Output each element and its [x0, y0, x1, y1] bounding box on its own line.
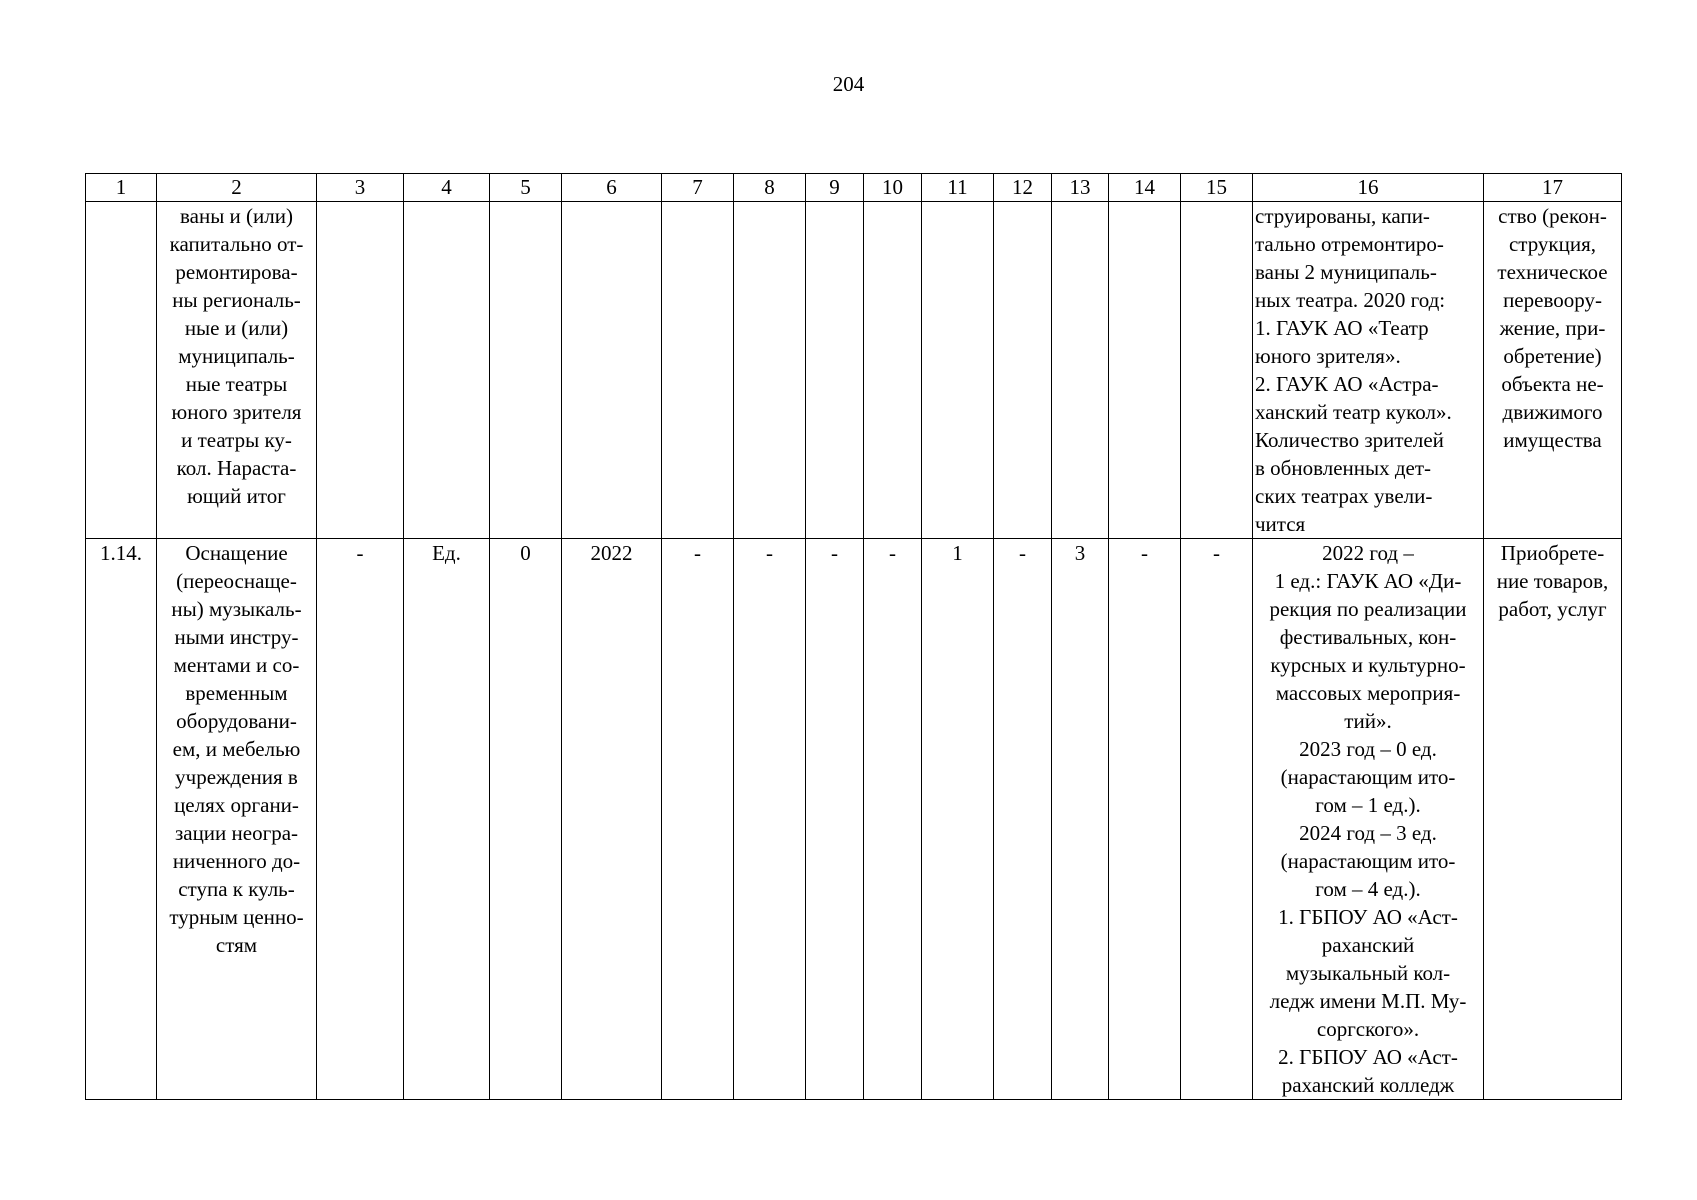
cell-col1 [86, 202, 157, 539]
cell-line: ремонтирова- [175, 260, 298, 284]
cell-line: гом – 4 ед.). [1315, 877, 1421, 901]
cell-line: обретение) [1503, 344, 1602, 368]
cell-line: движимого [1502, 400, 1603, 424]
cell-line: Оснащение [185, 541, 288, 565]
cell-line: тий». [1344, 709, 1392, 733]
cell-line: ваны и (или) [180, 204, 293, 228]
cell-line: имущества [1503, 428, 1602, 452]
cell-line: чится [1255, 512, 1306, 536]
cell-line: ные и (или) [184, 316, 289, 340]
cell-line: юного зрителя [171, 400, 302, 424]
cell-line: раханский [1321, 933, 1415, 957]
cell-col4: Ед. [404, 539, 490, 1100]
cell-line: объекта не- [1501, 372, 1604, 396]
cell-line: тально отремонтиро- [1255, 232, 1444, 256]
cell-line: ваны 2 муниципаль- [1255, 260, 1437, 284]
data-table [85, 173, 1622, 1100]
cell-col12 [994, 202, 1052, 539]
cell-line: 2. ГБПОУ АО «Аст- [1278, 1045, 1458, 1069]
cell-line: 1 ед.: ГАУК АО «Ди- [1274, 569, 1462, 593]
cell-line: кол. Нараста- [176, 456, 297, 480]
cell-line: рекция по реализации [1269, 597, 1467, 621]
header-cell-6: 6 [562, 174, 662, 202]
cell-line: 2. ГАУК АО «Астра- [1255, 372, 1439, 396]
cell-line: ны региональ- [172, 288, 301, 312]
cell-line: соргского». [1316, 1017, 1420, 1041]
cell-line: (нарастающим ито- [1280, 765, 1456, 789]
page-number: 204 [832, 72, 865, 96]
header-cell-4: 4 [404, 174, 490, 202]
cell-col5: 0 [490, 539, 562, 1100]
cell-col14: - [1109, 539, 1181, 1100]
cell-col12: - [994, 539, 1052, 1100]
cell-col14 [1109, 202, 1181, 539]
cell-col13: 3 [1052, 539, 1109, 1100]
cell-col4 [404, 202, 490, 539]
cell-col15: - [1181, 539, 1253, 1100]
cell-line: капитально от- [169, 232, 304, 256]
cell-line: ство (рекон- [1498, 204, 1607, 228]
header-cell-16: 16 [1253, 174, 1484, 202]
cell-col9: - [806, 539, 864, 1100]
cell-col15 [1181, 202, 1253, 539]
cell-line: оборудовани- [176, 709, 297, 733]
cell-col2 [157, 202, 317, 539]
cell-col13 [1052, 202, 1109, 539]
cell-line: турным ценно- [169, 905, 304, 929]
cell-line: перевоору- [1503, 288, 1602, 312]
cell-col8 [734, 202, 806, 539]
cell-line: учреждения в [175, 765, 298, 789]
cell-line: ниченного до- [172, 849, 301, 873]
header-cell-10: 10 [864, 174, 922, 202]
cell-line: фестивальных, кон- [1279, 625, 1457, 649]
cell-col16 [1253, 202, 1484, 539]
cell-col8: - [734, 539, 806, 1100]
header-cell-12: 12 [994, 174, 1052, 202]
cell-col2 [157, 539, 317, 1100]
cell-col10: - [864, 539, 922, 1100]
cell-col16 [1253, 539, 1484, 1100]
cell-line: ние товаров, [1496, 569, 1609, 593]
cell-line: ханский театр кукол». [1255, 400, 1452, 424]
row-number: 1.14. [86, 539, 157, 1100]
cell-line: 2022 год – [1322, 541, 1414, 565]
cell-line: курсных и культурно- [1270, 653, 1466, 677]
cell-line: целях органи- [174, 793, 299, 817]
header-cell-14: 14 [1109, 174, 1181, 202]
cell-line: музыкальный кол- [1285, 961, 1451, 985]
cell-line: раханский колледж [1281, 1073, 1455, 1097]
cell-line: ющий итог [187, 484, 286, 508]
cell-col7 [662, 202, 734, 539]
cell-col17 [1484, 539, 1622, 1100]
cell-col6: 2022 [562, 539, 662, 1100]
cell-line: ступа к куль- [178, 877, 295, 901]
cell-line: ными инстру- [174, 625, 299, 649]
cell-line: Приобрете- [1500, 541, 1605, 565]
cell-line: 1. ГБПОУ АО «Аст- [1278, 905, 1458, 929]
cell-line: работ, услуг [1498, 597, 1607, 621]
cell-line: ских театрах увели- [1255, 484, 1433, 508]
header-row [86, 174, 1622, 202]
cell-line: зации неогра- [174, 821, 299, 845]
header-cell-8: 8 [734, 174, 806, 202]
cell-line: стям [215, 933, 258, 957]
cell-col3 [317, 202, 404, 539]
cell-col11: 1 [922, 539, 994, 1100]
header-cell-9: 9 [806, 174, 864, 202]
cell-line: юного зрителя». [1255, 344, 1401, 368]
cell-line: Количество зрителей [1255, 428, 1444, 452]
cell-line: ментами и со- [173, 653, 300, 677]
cell-line: муниципаль- [178, 344, 295, 368]
cell-line: (нарастающим ито- [1280, 849, 1456, 873]
cell-line: ны) музыкаль- [171, 597, 302, 621]
table-row [86, 202, 1622, 539]
cell-line: массовых мероприя- [1275, 681, 1461, 705]
cell-col7: - [662, 539, 734, 1100]
cell-col11 [922, 202, 994, 539]
cell-line: 1. ГАУК АО «Театр [1255, 316, 1429, 340]
cell-line: жение, при- [1499, 316, 1606, 340]
cell-line: 2024 год – 3 ед. [1299, 821, 1437, 845]
header-cell-13: 13 [1052, 174, 1109, 202]
cell-col3: - [317, 539, 404, 1100]
header-cell-7: 7 [662, 174, 734, 202]
cell-col10 [864, 202, 922, 539]
cell-col17 [1484, 202, 1622, 539]
cell-line: временным [185, 681, 288, 705]
cell-col5 [490, 202, 562, 539]
cell-line: и театры ку- [181, 428, 292, 452]
cell-line: струированы, капи- [1255, 204, 1430, 228]
header-cell-3: 3 [317, 174, 404, 202]
cell-line: ных театра. 2020 год: [1255, 288, 1446, 312]
cell-line: в обновленных дет- [1255, 456, 1432, 480]
cell-line: ледж имени М.П. Му- [1269, 989, 1467, 1013]
header-cell-11: 11 [922, 174, 994, 202]
header-cell-2: 2 [157, 174, 317, 202]
table-row [86, 539, 1622, 1100]
cell-line: гом – 1 ед.). [1315, 793, 1421, 817]
cell-line: струкция, [1508, 232, 1597, 256]
cell-line: ем, и мебелью [172, 737, 301, 761]
header-cell-15: 15 [1181, 174, 1253, 202]
header-cell-17: 17 [1484, 174, 1622, 202]
cell-line: 2023 год – 0 ед. [1299, 737, 1437, 761]
header-cell-1: 1 [86, 174, 157, 202]
cell-col6 [562, 202, 662, 539]
cell-col9 [806, 202, 864, 539]
header-cell-5: 5 [490, 174, 562, 202]
cell-line: ные театры [185, 372, 288, 396]
cell-line: техническое [1497, 260, 1608, 284]
cell-line: (переоснаще- [176, 569, 297, 593]
